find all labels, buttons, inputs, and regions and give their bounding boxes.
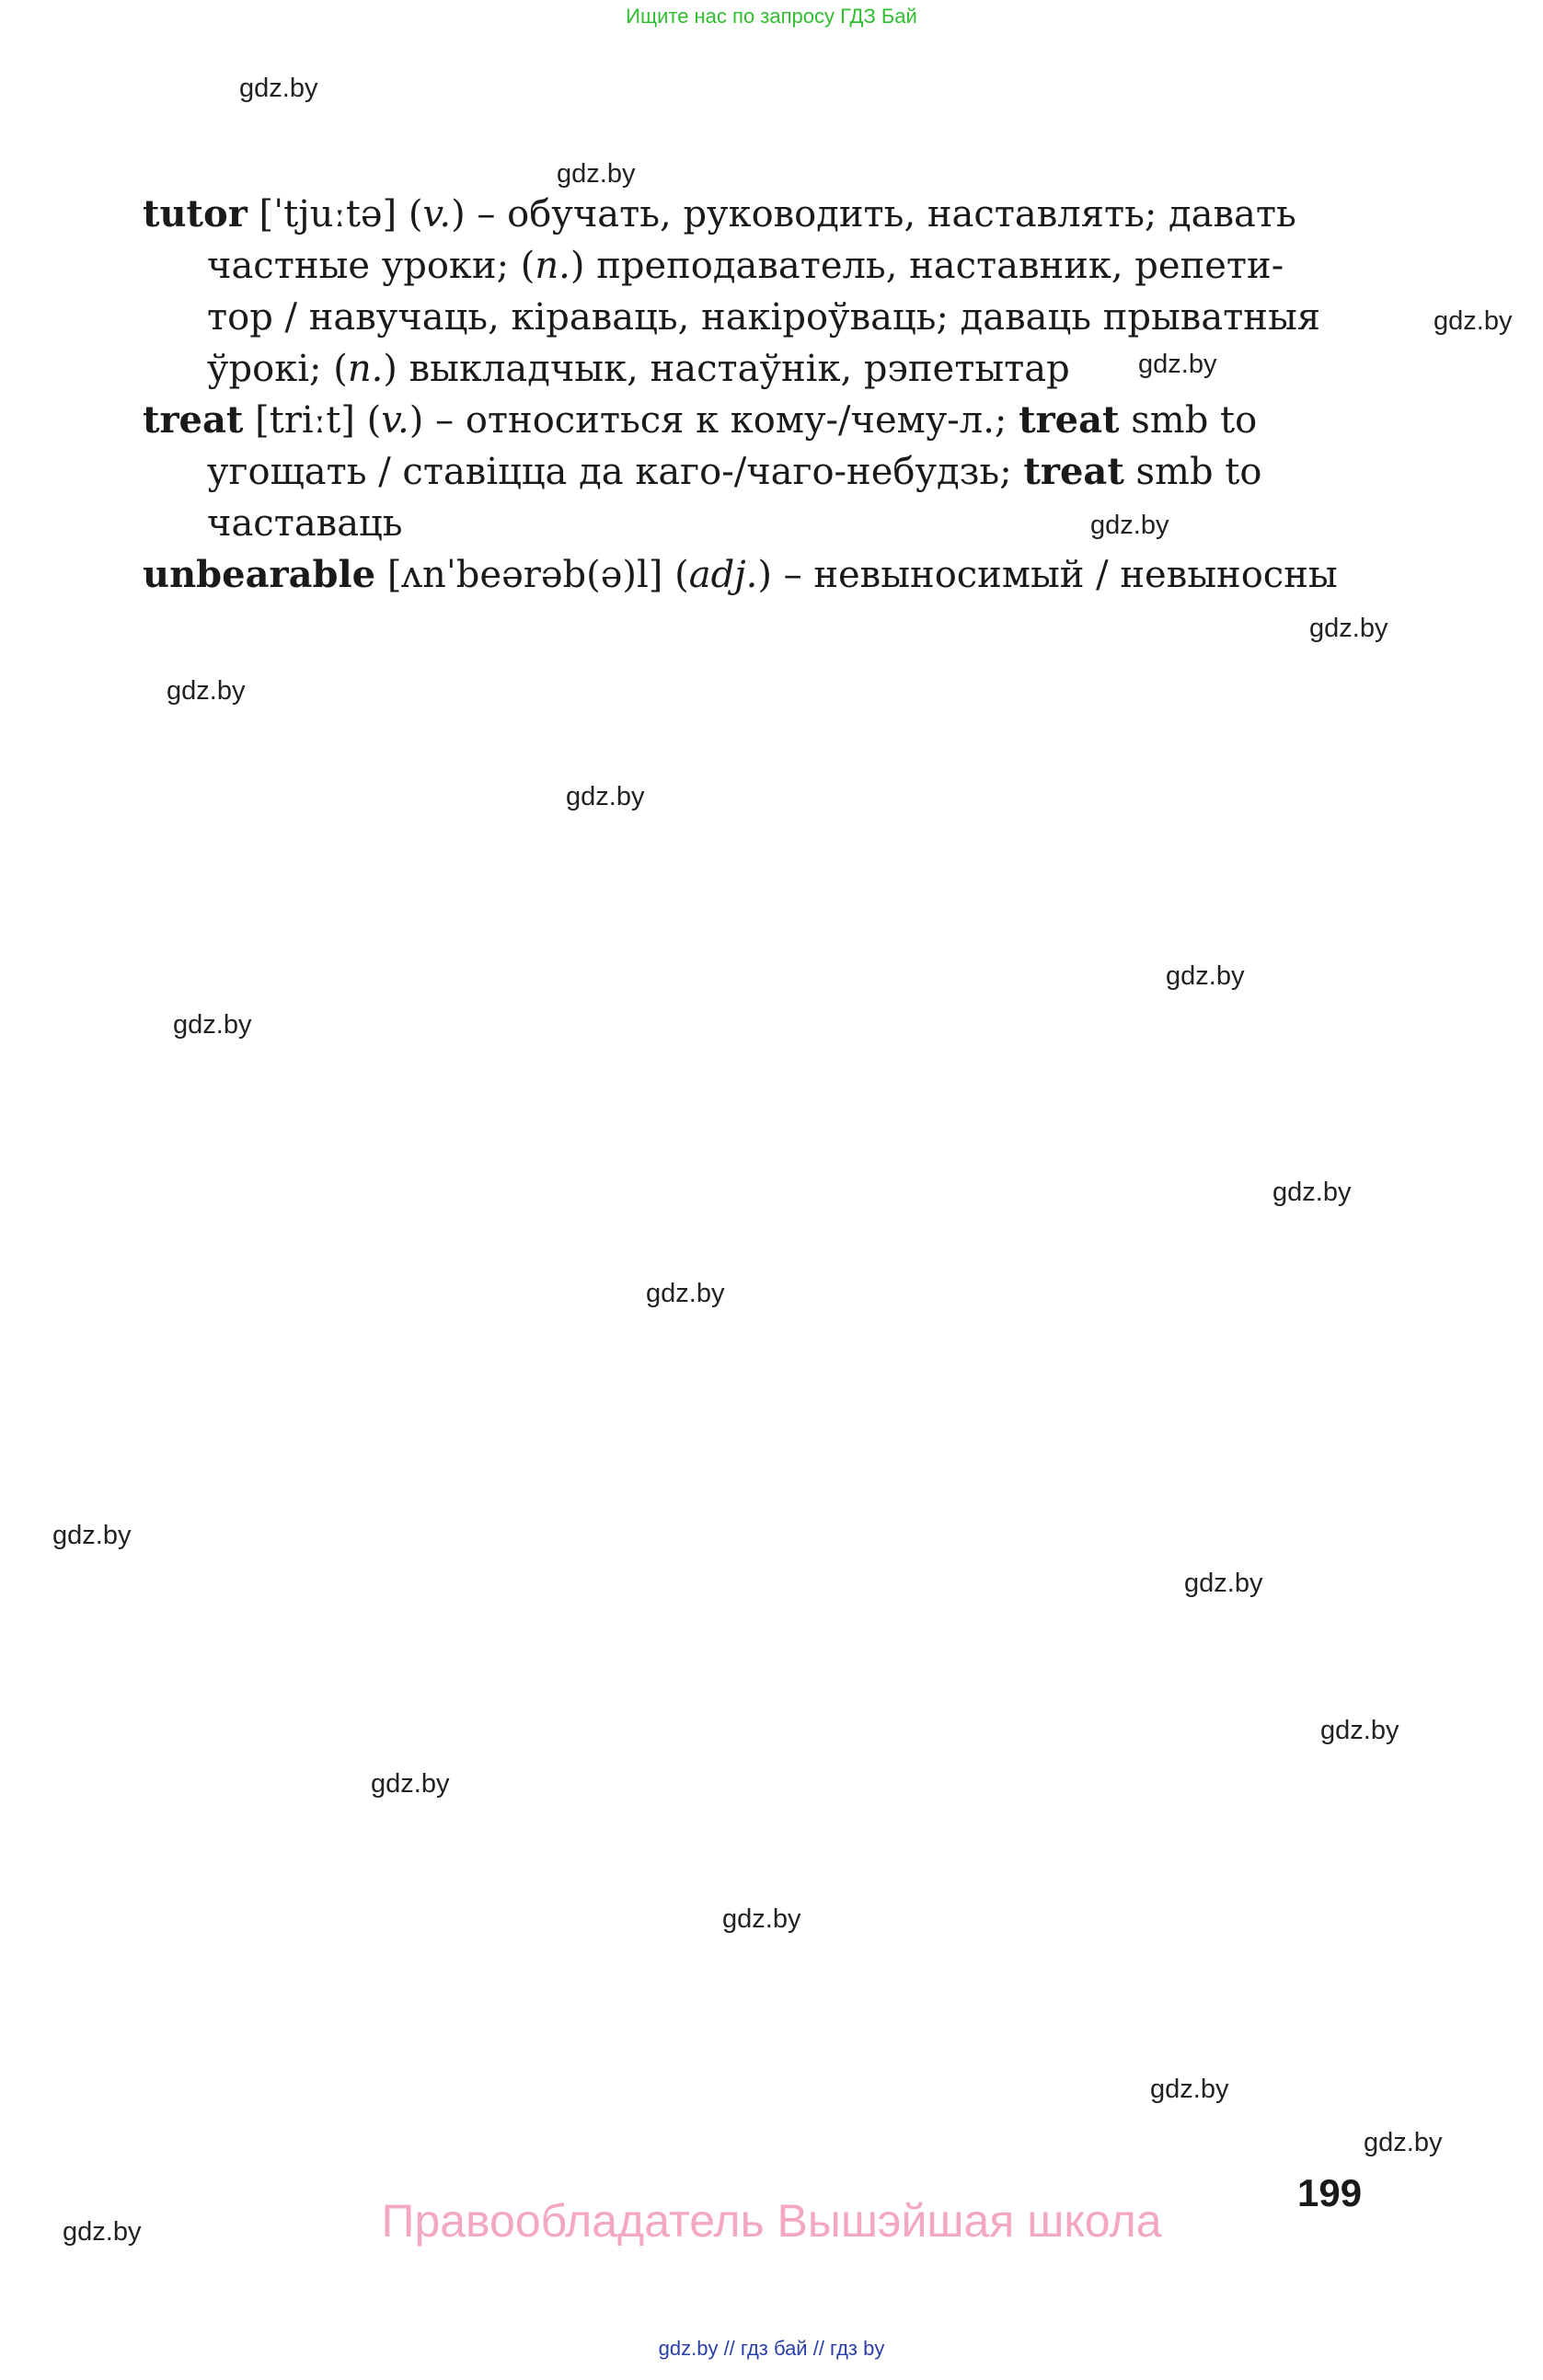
watermark: gdz.by [1138,350,1217,379]
watermark: gdz.by [1364,2128,1443,2157]
watermark: gdz.by [646,1279,725,1308]
dictionary-entries [143,189,1366,601]
watermark: gdz.by [557,159,636,189]
watermark: gdz.by [1272,1178,1352,1207]
watermark: gdz.by [1166,961,1245,991]
watermark: gdz.by [239,74,318,103]
watermark: gdz.by [1090,511,1169,540]
watermark: gdz.by [1434,306,1513,336]
entry-unbearable: unbearable [ʌnˈbeərəb(ə)l] (adj.) – невыносимый / невыносны [143,553,1338,596]
entry-tutor: tutor [ˈtjuːtə] (v.) – обучать, руководить, наставлять; давать частные уроки; (n.) преподаватель, наставник, репети- тор / навучаць, кіраваць, накіроўваць; даваць прыватныя ўрокі; (n.) выкладчык, настаўнік, рэпетытар [143,192,1321,390]
page-number: 199 [1297,2171,1363,2214]
headword: tutor [143,192,248,236]
watermark: gdz.by [52,1521,132,1550]
watermark: gdz.by [566,782,645,811]
watermark: gdz.by [371,1769,450,1799]
watermark: gdz.by [1184,1569,1263,1598]
headword: treat [143,398,244,442]
footer-links[interactable]: gdz.by // гдз бай // гдз by [658,2337,885,2360]
copyright-notice: Правообладатель Вышэйшая школа [381,2195,1162,2247]
watermark: gdz.by [167,676,246,706]
watermark: gdz.by [173,1010,252,1040]
watermark: gdz.by [1309,614,1388,643]
watermark: gdz.by [722,1904,801,1934]
top-banner[interactable]: Ищите нас по запросу ГДЗ Бай [626,5,917,28]
watermark: gdz.by [1320,1716,1399,1745]
entry-treat: treat [triːt] (v.) – относиться к кому-/чему-л.; treat smb to угощать / ставіцца да каго-/чаго-небудзь; treat smb to частаваць [143,398,1262,545]
watermark: gdz.by [63,2217,142,2247]
headword: unbearable [143,553,376,596]
watermark: gdz.by [1150,2075,1229,2104]
